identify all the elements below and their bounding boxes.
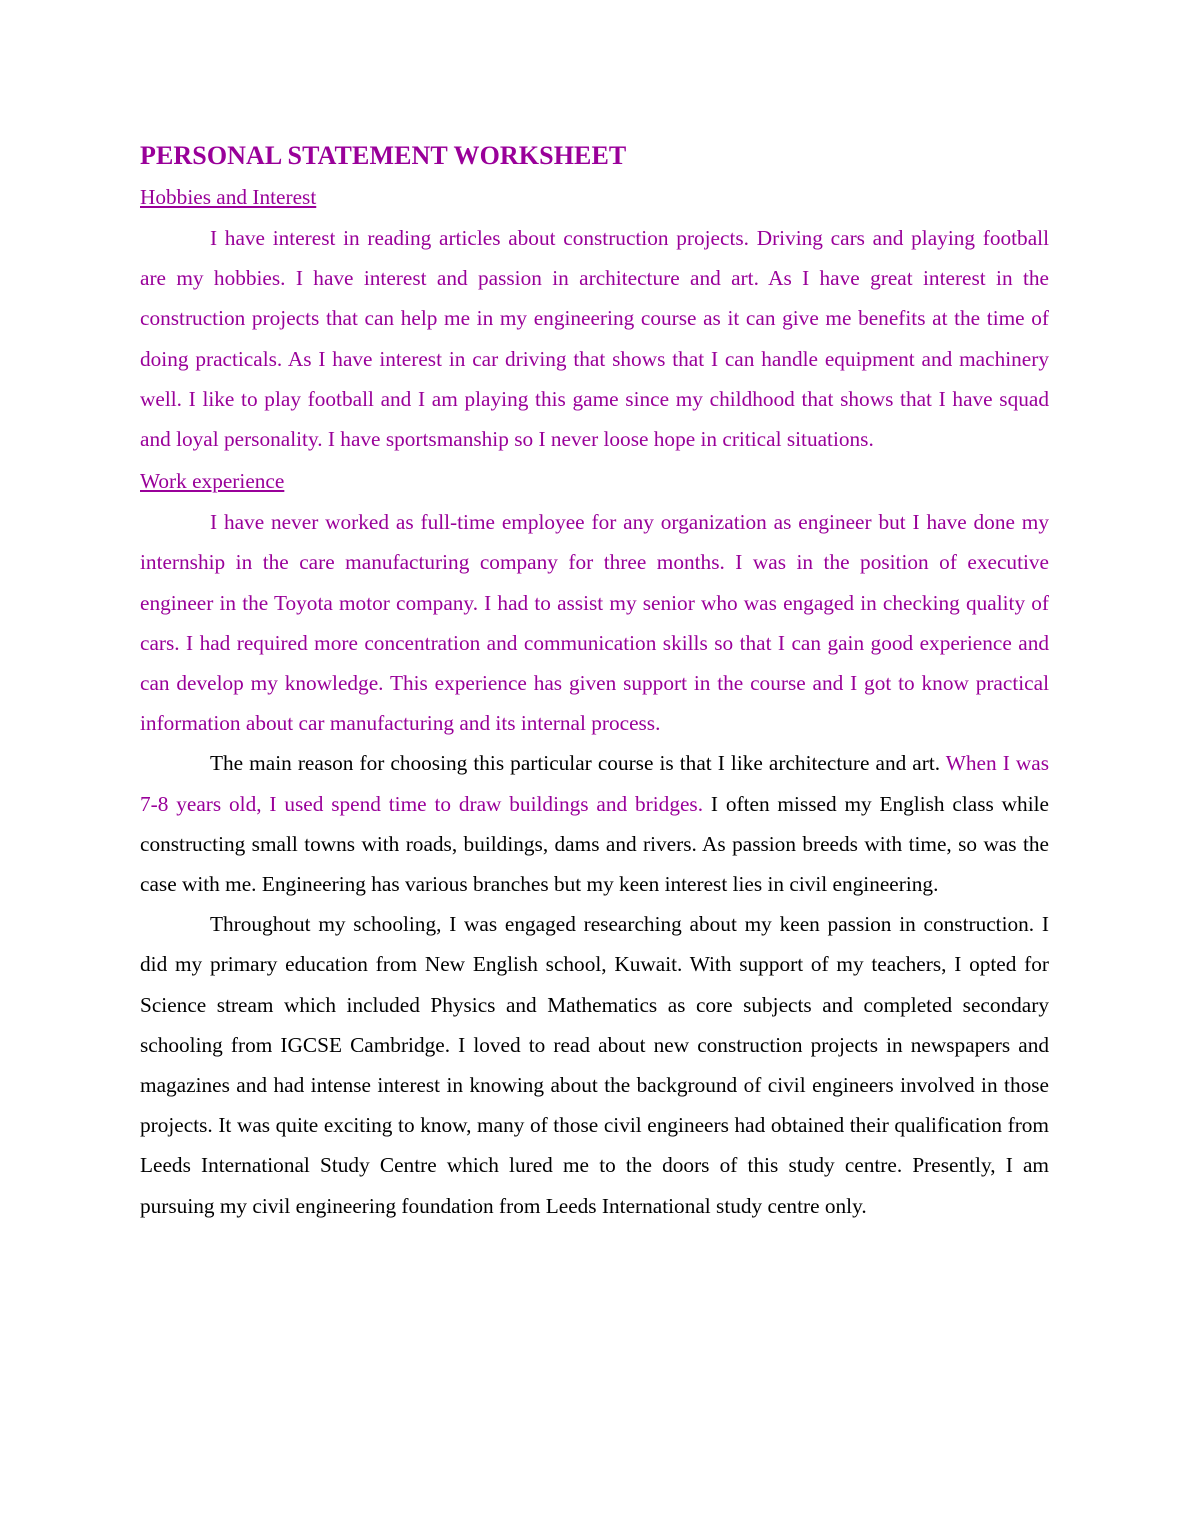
work-experience-paragraph: I have never worked as full-time employee for any organization as engineer but I have done my internship in the care manufacturing company for three months. I was in the position of executive engineer in the Toyota motor company. I had to assist my senior who was engaged in checking quality of cars. I had required more concentration and communication skills so that I can gain good experience and can develop my knowledge. This experience has given support in the course and I got to know practical information about car manufacturing and its internal process. — [140, 510, 1049, 736]
schooling-paragraph: Throughout my schooling, I was engaged researching about my keen passion in construction. I did my primary education from New English school, Kuwait. With support of my teachers, I opted for Science stream which included Physics and Mathematics as core subjects and completed secondary schooling from IGCSE Cambridge. I loved to read about new construction projects in newspapers and magazines and had intense interest in knowing about the background of civil engineers involved in those projects. It was quite exciting to know, many of those civil engineers had obtained their qualification from Leeds International Study Centre which lured me to the doors of this study centre. Presently, I am pursuing my civil engineering foundation from Leeds International study centre only. — [140, 912, 1049, 1218]
hobbies-paragraph: I have interest in reading articles about construction projects. Driving cars and playing football are my hobbies. I have interest and passion in architecture and art. As I have great interest in the construction projects that can help me in my engineering course as it can give me benefits at the time of doing practicals. As I have interest in car driving that shows that I can handle equipment and machinery well. I like to play football and I am playing this game since my childhood that shows that I have squad and loyal personality. I have sportsmanship so I never loose hope in critical situations. — [140, 226, 1049, 452]
section-heading-work-experience: Work experience — [140, 469, 285, 494]
course-reason-highlight: When I was 7-8 years old, I used spend time to draw buildings and bridges. — [140, 751, 1049, 816]
section-heading-hobbies: Hobbies and Interest — [140, 185, 317, 209]
course-reason-text-2: I often missed my English class while constructing small towns with roads, buildings, dams and rivers. As passion breeds with time, so was the case with me. Engineering has various branches but my keen interest lies in civil engineering. — [140, 791, 1049, 897]
course-reason-text-1: The main reason for choosing this particular course is that I like architecture and art. — [210, 751, 941, 776]
document-page — [140, 137, 1049, 1226]
document-title: PERSONAL STATEMENT WORKSHEET — [140, 141, 627, 170]
course-reason-paragraph — [140, 743, 1049, 904]
